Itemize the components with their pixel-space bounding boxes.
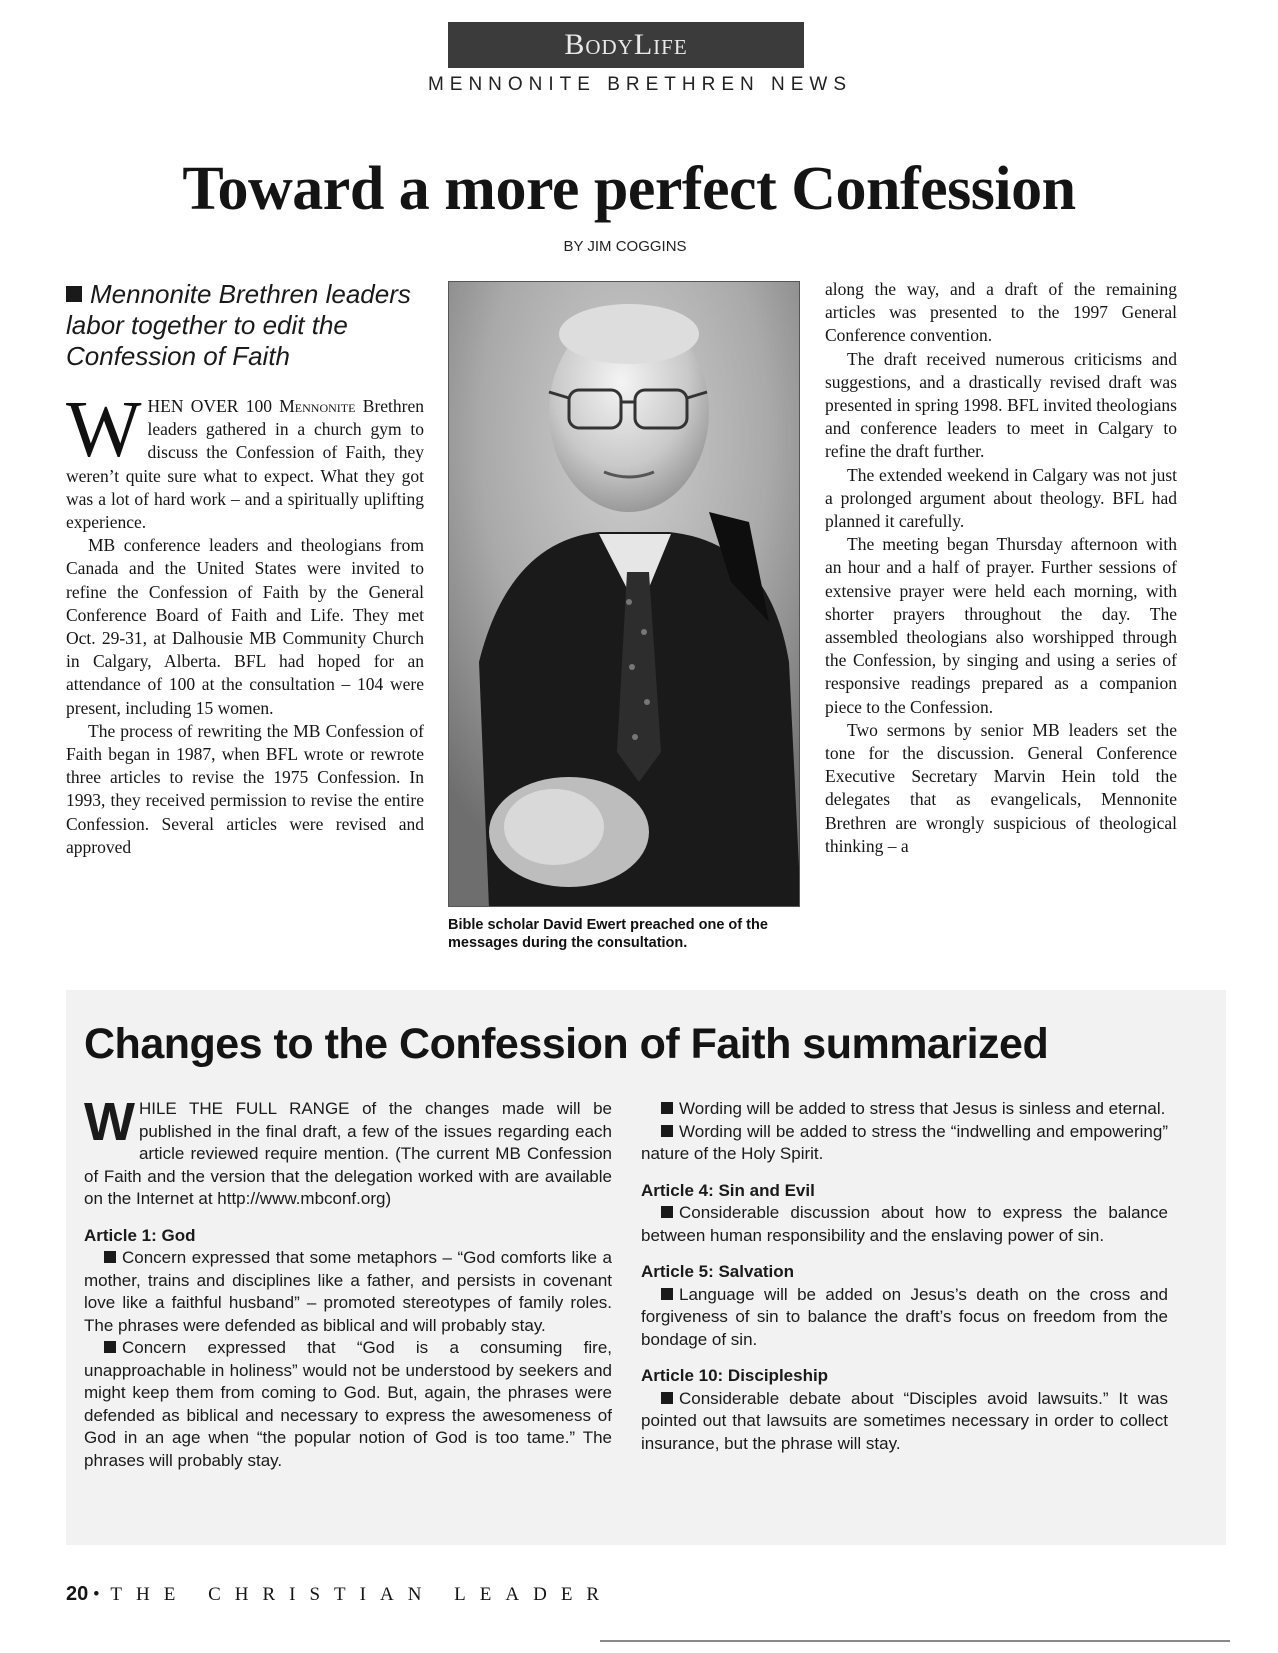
sidebar-intro <box>84 1092 612 1211</box>
bullet-text: Concern expressed that “God is a consuming fire, unapproachable in holiness” would not be understood by seekers and might keep them from coming to God. But, again, the phrases were defended as biblical and necessary to express the awesomeness of God in an age when “the popular notion of God is too tame.” The phrases will probably stay. <box>84 1338 612 1470</box>
bullet-text: Considerable debate about “Disciples avoid lawsuits.” It was pointed out that lawsuits are sometimes necessary in order to collect insurance, but the phrase will stay. <box>641 1388 1168 1453</box>
bullet-text: Language will be added on Jesus’s death on the cross and forgiveness of sin to balance the draft’s focus on freedom from the bondage of sin. <box>641 1284 1168 1349</box>
paragraph-text: Brethren leaders gathered in a church gym to discuss the Confession of Faith, they weren’t quite sure what to expect. What they got was a lot of hard work – and a spiritually uplifting experience. <box>66 396 424 533</box>
article-10-heading: Article 10: Discipleship <box>641 1366 829 1385</box>
section-banner: BodyLife <box>448 22 804 68</box>
bullet-text: Wording will be added to stress that Jesus is sinless and eternal. <box>679 1099 1166 1118</box>
article-5-heading: Article 5: Salvation <box>641 1262 795 1281</box>
publication-name: THE CHRISTIAN LEADER <box>110 1584 614 1605</box>
bullet-item <box>641 1202 1168 1247</box>
lead-in-caps: HILE THE FULL RANGE <box>138 1099 350 1118</box>
article-paragraph: The meeting began Thursday afternoon with an hour and a half of prayer. Further sessions of extensive prayer were held each morning, with shorter prayers throughout the day. The assembled theologians also worshipped through the Confession, by singing and using a series of responsive readings prepared as a companion piece to the Confession. <box>825 534 1177 717</box>
bullet-item <box>84 1247 612 1337</box>
lead-in-caps: HEN OVER 100 Mennonite <box>147 396 356 416</box>
article-paragraph: MB conference leaders and theologians from Canada and the United States were invited to refine the Confession of Faith by the General Conference Board of Faith and Life. They met Oct. 29-31, at Dalhousie MB Community Church in Calgary, Alberta. BFL had hoped for an attendance of 100 at the consultation – 104 were present, including 15 women. <box>66 535 424 718</box>
photo-david-ewert <box>448 281 800 907</box>
article-column-right <box>825 278 1177 858</box>
bullet-text: Concern expressed that some metaphors – “God comforts like a mother, trains and disciplines like a father, and persists in covenant love like a faithful husband” – promoted stereotypes of family roles. The phrases were defended as biblical and will probably stay. <box>84 1248 612 1335</box>
article-1-heading: Article 1: God <box>84 1225 196 1245</box>
bullet-square-icon <box>104 1251 116 1263</box>
bullet-square-icon <box>661 1392 673 1404</box>
article-paragraph: The process of rewriting the MB Confession of Faith began in 1987, when BFL wrote or rewrote three articles to revise the 1975 Confession. In 1993, they received permission to revise the entire Confession. Several articles were revised and approved <box>66 720 424 857</box>
deck-text: Mennonite Brethren leaders labor together to edit the Confession of Faith <box>66 279 411 371</box>
section-subtitle: MENNONITE BRETHREN NEWS <box>427 74 853 95</box>
page-number: 20 <box>66 1583 89 1605</box>
byline: BY JIM COGGINS <box>563 238 687 255</box>
article-paragraph: The draft received numerous criticisms and suggestions, and a drastically revised draft was presented in spring 1998. BFL invited theologians and conference leaders to meet in Calgary to refine the draft further. <box>825 348 1177 462</box>
bullet-item <box>641 1388 1168 1456</box>
page-footer <box>66 1583 613 1606</box>
bullet-text: Considerable discussion about how to express the balance between human responsibility and the enslaving power of sin. <box>641 1203 1168 1245</box>
sidebar-title: Changes to the Confession of Faith summarized <box>84 1020 1049 1068</box>
drop-cap: W <box>84 1092 135 1152</box>
intro-text: of the changes made will be published in the final draft, a few of the issues regarding each article reviewed require mention. (The current MB Confession of Faith and the version that the delegation worked with are available on the Internet at http://www.mbconf.org) <box>84 1099 612 1208</box>
bullet-item <box>641 1121 1168 1166</box>
article-4-heading: Article 4: Sin and Evil <box>641 1180 815 1200</box>
footer-rule <box>600 1640 1230 1642</box>
photo-caption: Bible scholar David Ewert preached one of the messages during the consultation. <box>448 917 768 951</box>
bullet-square-icon <box>661 1206 673 1218</box>
article-paragraph <box>66 386 424 534</box>
drop-cap: W <box>66 386 142 474</box>
bullet-square-icon <box>66 286 82 302</box>
bullet-square-icon <box>104 1341 116 1353</box>
sidebar-column-right <box>641 1098 1168 1455</box>
footer-separator: • <box>93 1584 100 1605</box>
sidebar-column-left <box>84 1092 612 1472</box>
bullet-square-icon <box>661 1288 673 1300</box>
bullet-square-icon <box>661 1102 673 1114</box>
bullet-square-icon <box>661 1125 673 1137</box>
bullet-item <box>641 1284 1168 1352</box>
article-deck <box>66 279 426 372</box>
article-column-left <box>66 386 424 859</box>
article-paragraph: Two sermons by senior MB leaders set the tone for the discussion. General Conference Executive Secretary Marvin Hein told the delegates that as evangelicals, Mennonite Brethren are wrongly suspicious of theological thinking – a <box>825 719 1177 856</box>
article-paragraph: The extended weekend in Calgary was not just a prolonged argument about theology. BFL had planned it carefully. <box>825 464 1177 532</box>
bullet-item <box>84 1337 612 1472</box>
bullet-text: Wording will be added to stress the “indwelling and empowering” nature of the Holy Spirit. <box>641 1121 1168 1163</box>
article-title: Toward a more perfect Confession <box>182 155 1076 223</box>
portrait-image <box>449 282 800 907</box>
bullet-item <box>641 1098 1168 1121</box>
article-paragraph: along the way, and a draft of the remaining articles was presented to the 1997 General Conference convention. <box>825 279 1177 346</box>
